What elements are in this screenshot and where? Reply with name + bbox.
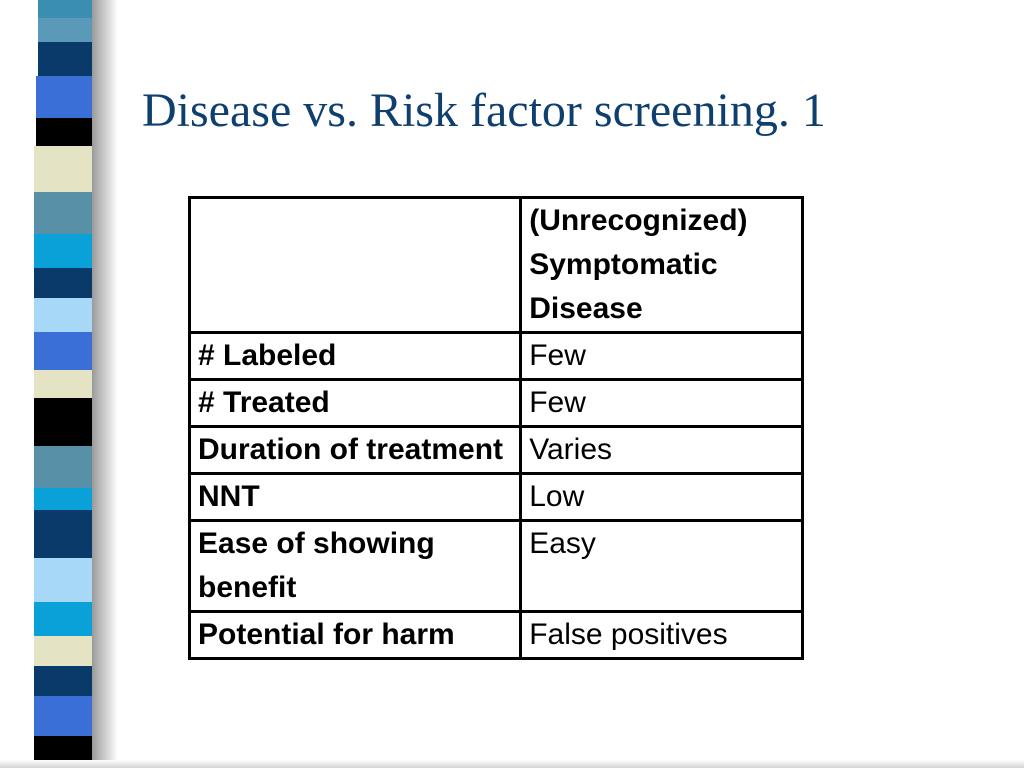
comparison-table xyxy=(188,196,804,660)
table-row xyxy=(191,475,804,522)
table-header-row-label xyxy=(191,199,522,334)
row-label: Potential for harm xyxy=(191,613,522,660)
row-label: # Treated xyxy=(191,381,522,428)
table-row xyxy=(191,613,804,660)
table-header-row xyxy=(191,199,804,334)
row-value: Few xyxy=(522,334,804,381)
row-label: Duration of treatment xyxy=(191,428,522,475)
table-row xyxy=(191,522,804,613)
row-value: False positives xyxy=(522,613,804,660)
row-value: Varies xyxy=(522,428,804,475)
slide-title: Disease vs. Risk factor screening. 1 xyxy=(142,84,826,137)
row-value: Easy xyxy=(522,522,804,613)
bottom-shadow xyxy=(0,760,1024,768)
table-row xyxy=(191,334,804,381)
stripe-shadow xyxy=(92,0,118,768)
row-label: Ease of showing benefit xyxy=(191,522,522,613)
row-value: Low xyxy=(522,475,804,522)
table-row xyxy=(191,428,804,475)
decorative-stripe xyxy=(0,0,104,768)
row-label: NNT xyxy=(191,475,522,522)
table-header-column: (Unrecognized) Symptomatic Disease xyxy=(522,199,804,334)
table-row xyxy=(191,381,804,428)
row-label: # Labeled xyxy=(191,334,522,381)
row-value: Few xyxy=(522,381,804,428)
